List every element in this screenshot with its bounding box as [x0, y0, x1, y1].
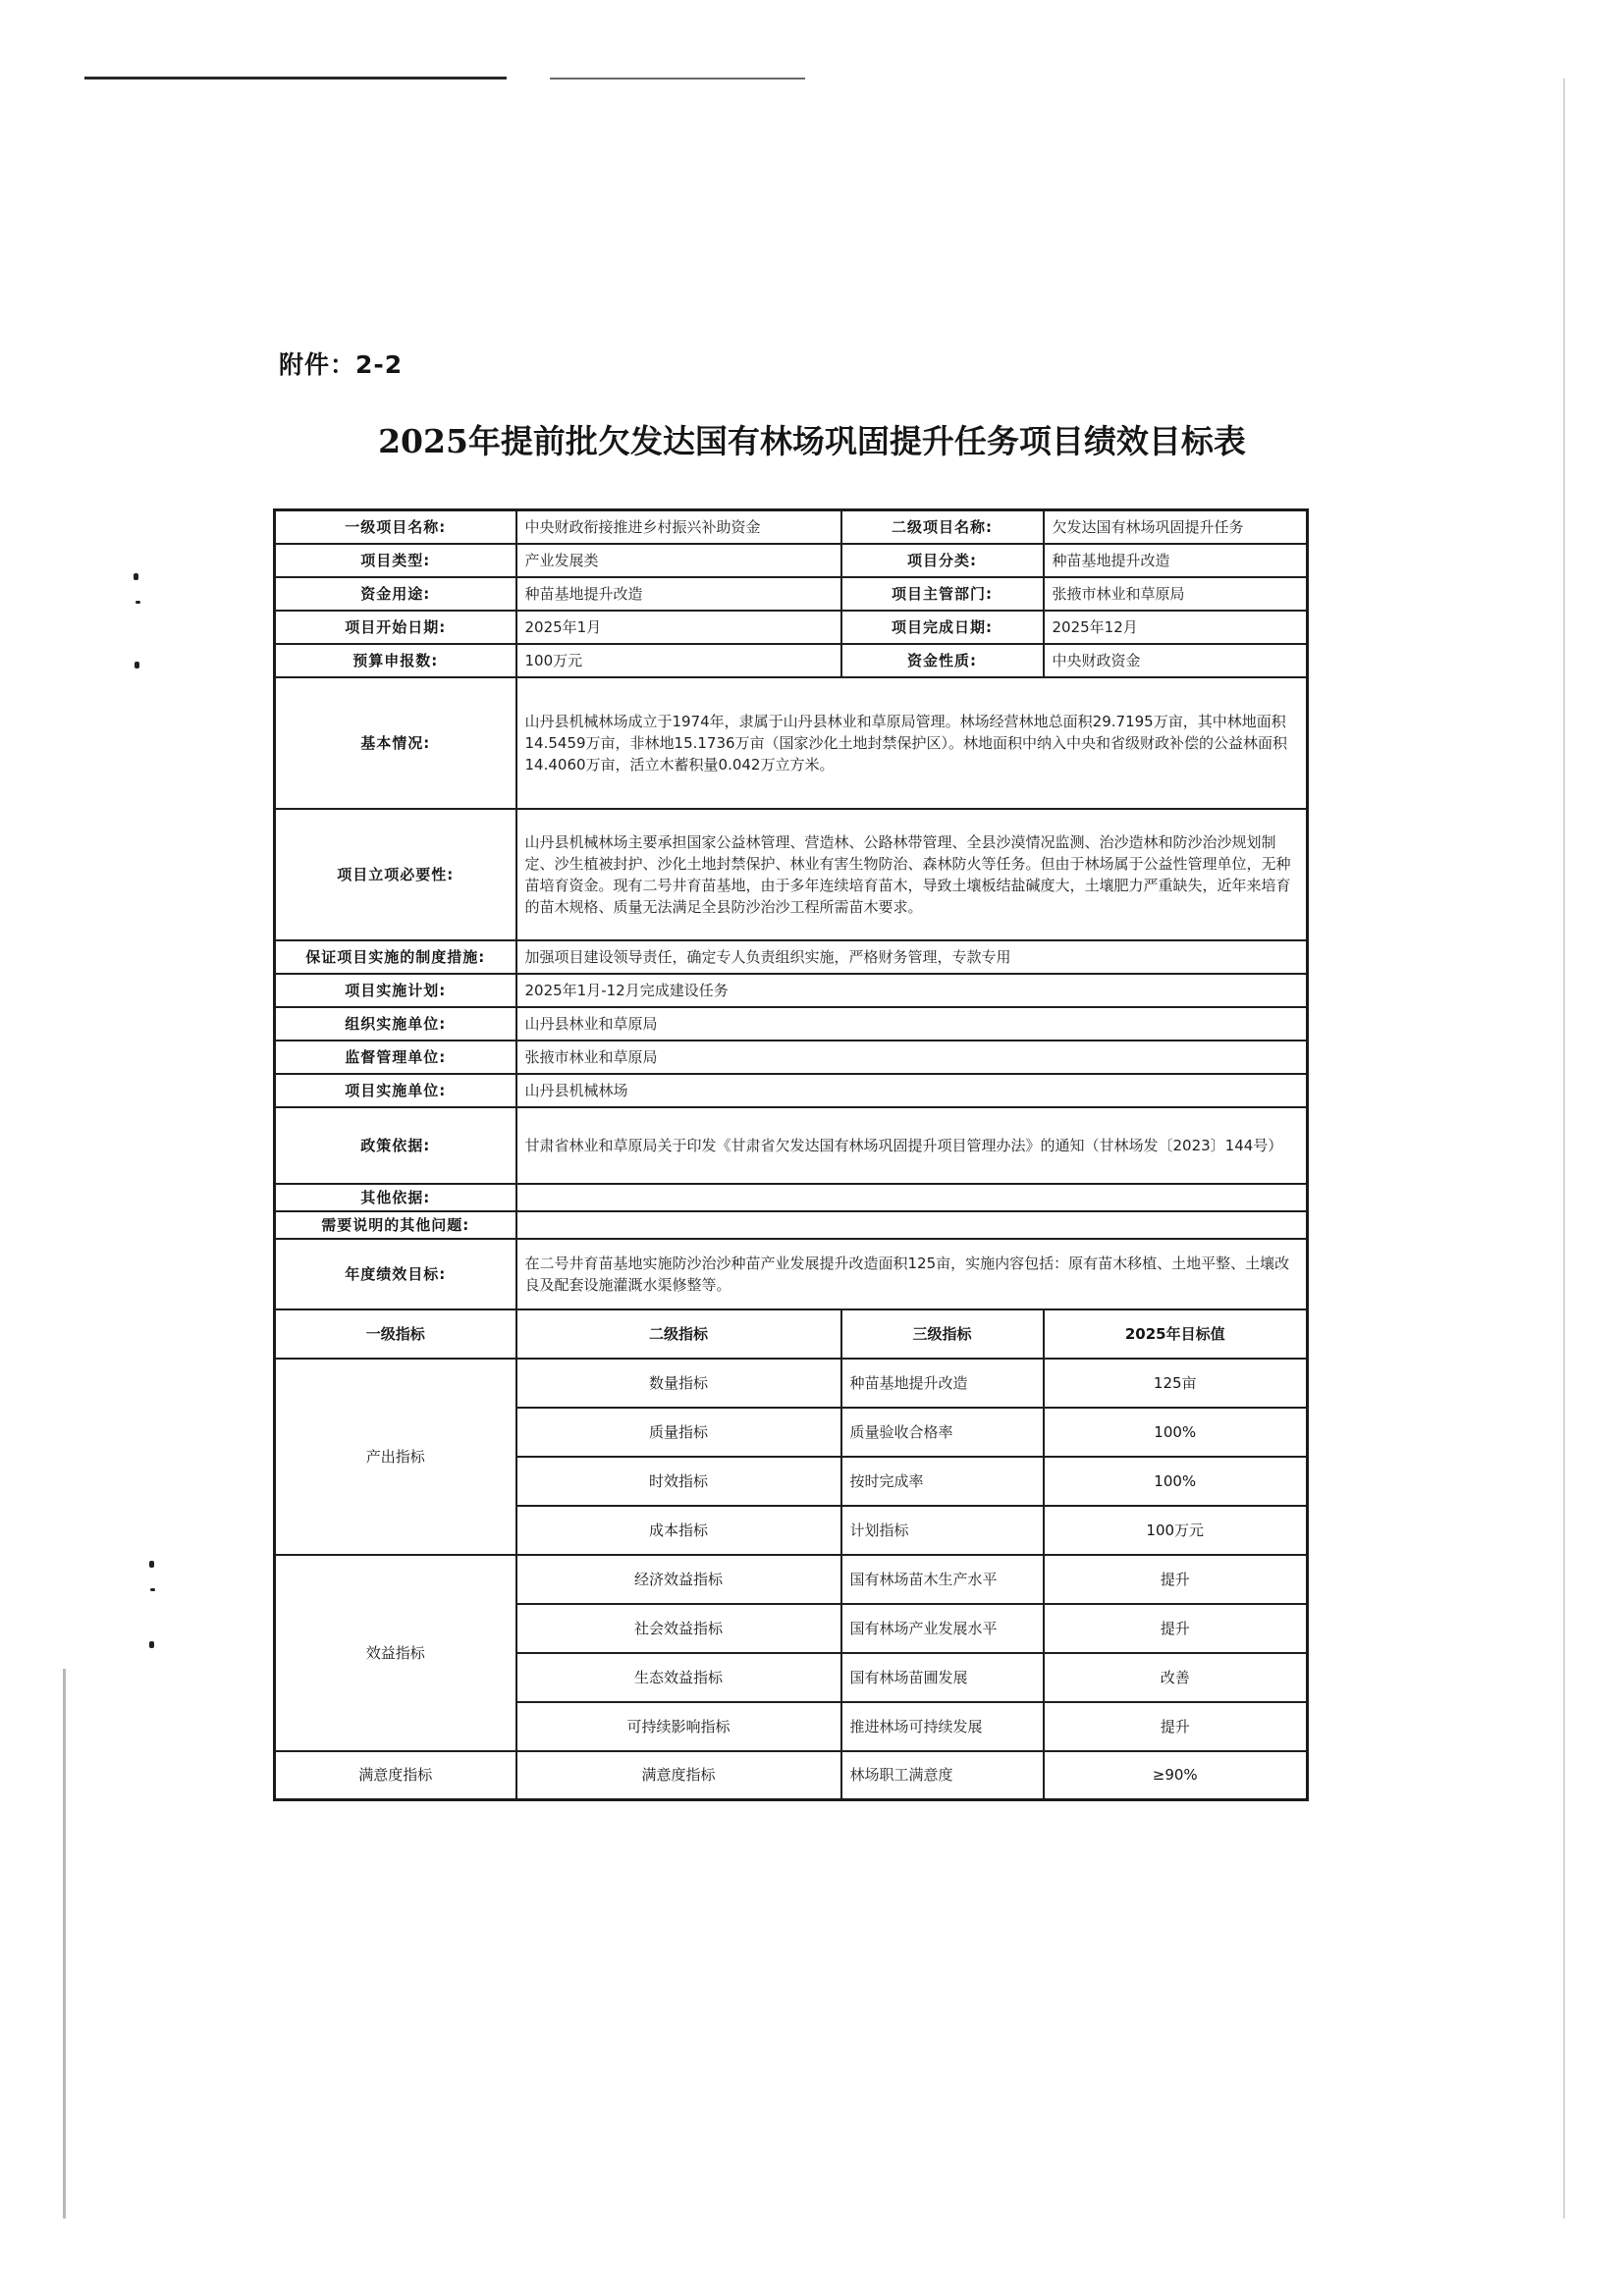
- info-value: 100万元: [516, 644, 841, 677]
- indicator-header-row: [275, 1309, 1308, 1359]
- info-label: 二级项目名称:: [841, 510, 1044, 544]
- document-title: 2025年提前批欠发达国有林场巩固提升任务项目绩效目标表: [378, 422, 1246, 460]
- info-label: 项目类型:: [275, 544, 516, 577]
- detail-section: [275, 677, 1308, 940]
- scan-edge-right: [1563, 79, 1565, 2218]
- indicator-header-level2: 二级指标: [516, 1309, 841, 1359]
- indicator-level1: 产出指标: [275, 1359, 516, 1555]
- implementation-row: [275, 974, 1308, 1007]
- indicator-target: 100%: [1044, 1408, 1308, 1457]
- indicator-section: [275, 1359, 1308, 1800]
- implementation-value: 加强项目建设领导责任，确定专人负责组织实施，严格财务管理，专款专用: [516, 940, 1308, 974]
- info-value: 种苗基地提升改造: [516, 577, 841, 611]
- info-row: [275, 510, 1308, 544]
- basic-situation-text: 山丹县机械林场成立于1974年，隶属于山丹县林业和草原局管理。林场经营林地总面积29.7195万亩，其中林地面积14.5459万亩，非林地15.1736万亩（国家沙化土地封禁保护区）。林地面积中纳入中央和省级财政补偿的公益林面积14.4060万亩，活立木蓄积量0.042万立方米。: [516, 677, 1308, 809]
- implementation-row: [275, 1007, 1308, 1041]
- indicator-header-level3: 三级指标: [841, 1309, 1044, 1359]
- implementation-value: 山丹县林业和草原局: [516, 1007, 1308, 1041]
- indicator-target: ≥90%: [1044, 1751, 1308, 1800]
- indicator-target: 提升: [1044, 1702, 1308, 1751]
- attachment-label: 附件：2-2: [279, 350, 404, 379]
- annual-goal-text: 在二号井育苗基地实施防沙治沙种苗产业发展提升改造面积125亩，实施内容包括：原有苗木移植、土地平整、土壤改良及配套设施灌溉水渠修整等。: [516, 1239, 1308, 1309]
- indicator-row: [275, 1359, 1308, 1408]
- policy-text: 甘肃省林业和草原局关于印发《甘肃省欠发达国有林场巩固提升项目管理办法》的通知（甘林场发〔2023〕144号）: [516, 1107, 1308, 1184]
- implementation-row: [275, 1074, 1308, 1107]
- indicator-level1: 满意度指标: [275, 1751, 516, 1800]
- basic-situation-label: 基本情况:: [275, 677, 516, 809]
- binding-hole-mark: [135, 662, 139, 668]
- indicator-target: 100万元: [1044, 1506, 1308, 1555]
- info-row: [275, 611, 1308, 644]
- implementation-label: 项目实施计划:: [275, 974, 516, 1007]
- info-label: 预算申报数:: [275, 644, 516, 677]
- indicator-level2: 质量指标: [516, 1408, 841, 1457]
- indicator-row: [275, 1555, 1308, 1604]
- indicator-level2: 生态效益指标: [516, 1653, 841, 1702]
- policy-label: 政策依据:: [275, 1107, 516, 1184]
- info-label: 项目完成日期:: [841, 611, 1044, 644]
- info-value: 中央财政衔接推进乡村振兴补助资金: [516, 510, 841, 544]
- info-value: 欠发达国有林场巩固提升任务: [1044, 510, 1308, 544]
- other-basis-label: 其他依据:: [275, 1184, 516, 1211]
- info-label: 一级项目名称:: [275, 510, 516, 544]
- binding-hole-mark: [135, 601, 140, 604]
- info-label: 资金性质:: [841, 644, 1044, 677]
- indicator-level3: 按时完成率: [841, 1457, 1044, 1506]
- binding-hole-mark: [149, 1561, 154, 1568]
- info-value: 产业发展类: [516, 544, 841, 577]
- indicator-level2: 经济效益指标: [516, 1555, 841, 1604]
- info-row: [275, 544, 1308, 577]
- implementation-label: 组织实施单位:: [275, 1007, 516, 1041]
- indicator-target: 100%: [1044, 1457, 1308, 1506]
- indicator-target: 提升: [1044, 1604, 1308, 1653]
- indicator-level3: 质量验收合格率: [841, 1408, 1044, 1457]
- indicator-level3: 国有林场苗圃发展: [841, 1653, 1044, 1702]
- scan-edge-left: [63, 1669, 66, 2218]
- implementation-value: 张掖市林业和草原局: [516, 1041, 1308, 1074]
- other-basis-value: [516, 1184, 1308, 1211]
- indicator-level2: 数量指标: [516, 1359, 841, 1408]
- indicator-header-target: 2025年目标值: [1044, 1309, 1308, 1359]
- indicator-level3: 计划指标: [841, 1506, 1044, 1555]
- indicator-target: 提升: [1044, 1555, 1308, 1604]
- info-value: 张掖市林业和草原局: [1044, 577, 1308, 611]
- info-value: 中央财政资金: [1044, 644, 1308, 677]
- other-issues-value: [516, 1211, 1308, 1239]
- implementation-row: [275, 1041, 1308, 1074]
- binding-hole-mark: [149, 1641, 154, 1648]
- indicator-level3: 国有林场苗木生产水平: [841, 1555, 1044, 1604]
- basis-section: [275, 1107, 1308, 1359]
- info-value: 2025年1月: [516, 611, 841, 644]
- annual-goal-label: 年度绩效目标:: [275, 1239, 516, 1309]
- implementation-value: 山丹县机械林场: [516, 1074, 1308, 1107]
- necessity-text: 山丹县机械林场主要承担国家公益林管理、营造林、公路林带管理、全县沙漠情况监测、治沙造林和防沙治沙规划制定、沙生植被封护、沙化土地封禁保护、林业有害生物防治、森林防火等任务。但由于林场属于公益性管理单位，无种苗培育资金。现有二号井育苗基地，由于多年连续培育苗木，导致土壤板结盐碱度大，土壤肥力严重缺失，近年来培育的苗木规格、质量无法满足全县防沙治沙工程所需苗木要求。: [516, 809, 1308, 940]
- implementation-label: 保证项目实施的制度措施:: [275, 940, 516, 974]
- basic-info-section: [275, 510, 1308, 677]
- indicator-level1: 效益指标: [275, 1555, 516, 1751]
- other-issues-label: 需要说明的其他问题:: [275, 1211, 516, 1239]
- info-label: 资金用途:: [275, 577, 516, 611]
- scan-edge-top-faint: [550, 78, 805, 80]
- info-label: 项目分类:: [841, 544, 1044, 577]
- indicator-level3: 种苗基地提升改造: [841, 1359, 1044, 1408]
- binding-hole-mark: [134, 573, 138, 580]
- scan-edge-top: [84, 77, 507, 80]
- info-label: 项目主管部门:: [841, 577, 1044, 611]
- indicator-target: 改善: [1044, 1653, 1308, 1702]
- indicator-level2: 时效指标: [516, 1457, 841, 1506]
- info-value: 2025年12月: [1044, 611, 1308, 644]
- info-label: 项目开始日期:: [275, 611, 516, 644]
- indicator-level2: 成本指标: [516, 1506, 841, 1555]
- indicator-level2: 社会效益指标: [516, 1604, 841, 1653]
- indicator-header-level1: 一级指标: [275, 1309, 516, 1359]
- indicator-level3: 林场职工满意度: [841, 1751, 1044, 1800]
- necessity-label: 项目立项必要性:: [275, 809, 516, 940]
- binding-hole-mark: [150, 1588, 155, 1591]
- indicator-target: 125亩: [1044, 1359, 1308, 1408]
- indicator-level2: 满意度指标: [516, 1751, 841, 1800]
- implementation-label: 项目实施单位:: [275, 1074, 516, 1107]
- info-value: 种苗基地提升改造: [1044, 544, 1308, 577]
- implementation-label: 监督管理单位:: [275, 1041, 516, 1074]
- indicator-level3: 国有林场产业发展水平: [841, 1604, 1044, 1653]
- implementation-section: [275, 940, 1308, 1107]
- implementation-row: [275, 940, 1308, 974]
- implementation-value: 2025年1月-12月完成建设任务: [516, 974, 1308, 1007]
- performance-target-table: [273, 508, 1309, 1801]
- info-row: [275, 644, 1308, 677]
- indicator-level2: 可持续影响指标: [516, 1702, 841, 1751]
- indicator-level3: 推进林场可持续发展: [841, 1702, 1044, 1751]
- info-row: [275, 577, 1308, 611]
- indicator-row: [275, 1751, 1308, 1800]
